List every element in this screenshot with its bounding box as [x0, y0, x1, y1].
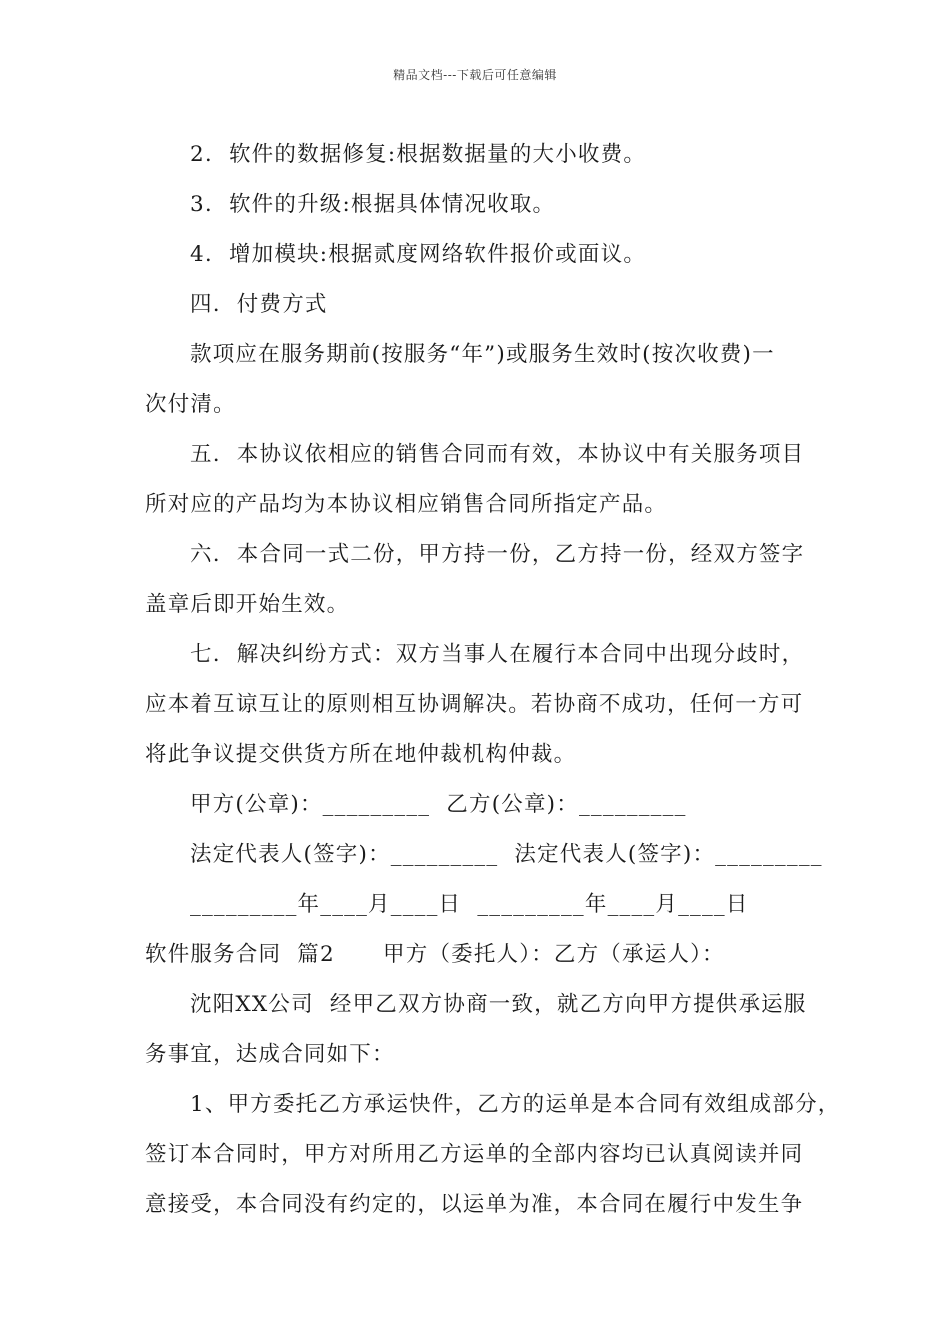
seal-line: 甲方(公章)：_________ 乙方(公章)：_________: [190, 792, 687, 817]
paragraph-line: 签订本合同时，甲方对所用乙方运单的全部内容均已认真阅读并同: [145, 1142, 804, 1167]
paragraph-line: 盖章后即开始生效。: [145, 592, 350, 617]
paragraph-line: 将此争议提交供货方所在地仲裁机构仲裁。: [145, 742, 577, 767]
document-body: [145, 130, 841, 1230]
paragraph-line: 沈阳XX公司 经甲乙双方协商一致，就乙方向甲方提供承运服: [190, 992, 807, 1017]
paragraph-line: 4. 增加模块:根据贰度网络软件报价或面议。: [190, 242, 647, 267]
paragraph-line: 款项应在服务期前(按服务“年”)或服务生效时(按次收费)一: [190, 342, 775, 367]
page-header: 精品文档---下载后可任意编辑: [393, 68, 557, 82]
paragraph-line: 所对应的产品均为本协议相应销售合同所指定产品。: [145, 492, 668, 517]
paragraph-line: 七. 解决纠纷方式：双方当事人在履行本合同中出现分歧时，: [190, 642, 805, 667]
contract-title-line: 软件服务合同 篇2 甲方（委托人）：乙方（承运人）：: [145, 942, 725, 967]
date-line: _________年____月____日 _________年____月____日: [190, 892, 749, 917]
paragraph-line: 应本着互谅互让的原则相互协调解决。若协商不成功，任何一方可: [145, 692, 804, 717]
paragraph-line: 六. 本合同一式二份，甲方持一份，乙方持一份，经双方签字: [190, 542, 805, 567]
paragraph-line: 五. 本协议依相应的销售合同而有效，本协议中有关服务项目: [190, 442, 805, 467]
paragraph-line: 次付清。: [145, 392, 236, 417]
paragraph-line: 2. 软件的数据修复:根据数据量的大小收费。: [190, 142, 647, 167]
paragraph-line: 务事宜，达成合同如下：: [145, 1042, 395, 1067]
section-heading: 四. 付费方式: [190, 292, 328, 317]
paragraph-line: 意接受，本合同没有约定的，以运单为准，本合同在履行中发生争: [145, 1192, 804, 1217]
paragraph-line: 3. 软件的升级:根据具体情况收取。: [190, 192, 556, 217]
paragraph-line: 1、甲方委托乙方承运快件，乙方的运单是本合同有效组成部分，: [190, 1092, 841, 1117]
signature-line: 法定代表人(签字)：_________ 法定代表人(签字)：_________: [190, 842, 823, 867]
